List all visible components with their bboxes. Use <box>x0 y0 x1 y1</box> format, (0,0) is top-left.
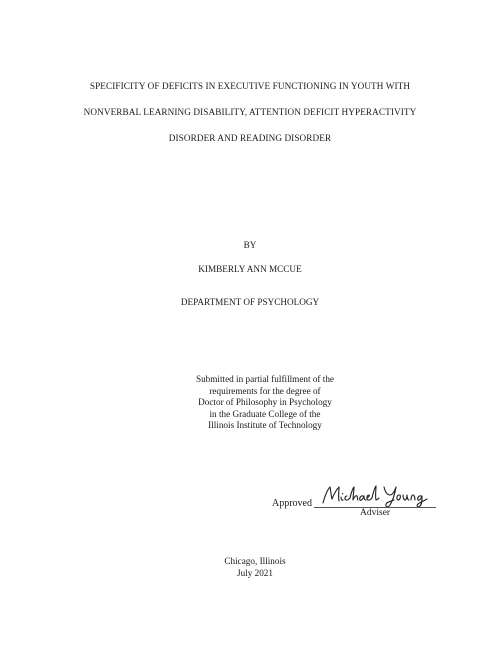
by-label: BY <box>243 240 257 250</box>
approval-block <box>270 485 470 525</box>
submission-line-3: Doctor of Philosophy in Psychology <box>198 397 332 407</box>
submission-line-1: Submitted in partial fulfillment of the <box>195 374 335 384</box>
adviser-label: Adviser <box>360 508 391 518</box>
title-line-1: SPECIFICITY OF DEFICITS IN EXECUTIVE FUNCTIONING IN YOUTH WITH <box>89 81 411 91</box>
place-and-date <box>0 556 500 579</box>
submission-date: July 2021 <box>237 567 273 578</box>
approved-label: Approved <box>272 498 312 509</box>
title-line-2: NONVERBAL LEARNING DISABILITY, ATTENTION DEFICIT HYPERACTIVITY <box>83 107 417 117</box>
thesis-title <box>40 80 460 144</box>
submission-line-5: Illinois Institute of Technology <box>208 420 322 430</box>
submission-statement <box>0 374 500 432</box>
author-name: KIMBERLY ANN MCCUE <box>198 264 302 274</box>
submission-line-4: in the Graduate College of the <box>209 408 321 419</box>
title-line-3: DISORDER AND READING DISORDER <box>168 133 332 143</box>
adviser-signature <box>320 481 430 509</box>
submission-line-2: requirements for the degree of <box>209 385 321 396</box>
department-name: DEPARTMENT OF PSYCHOLOGY <box>180 297 320 307</box>
location: Chicago, Illinois <box>224 556 286 566</box>
